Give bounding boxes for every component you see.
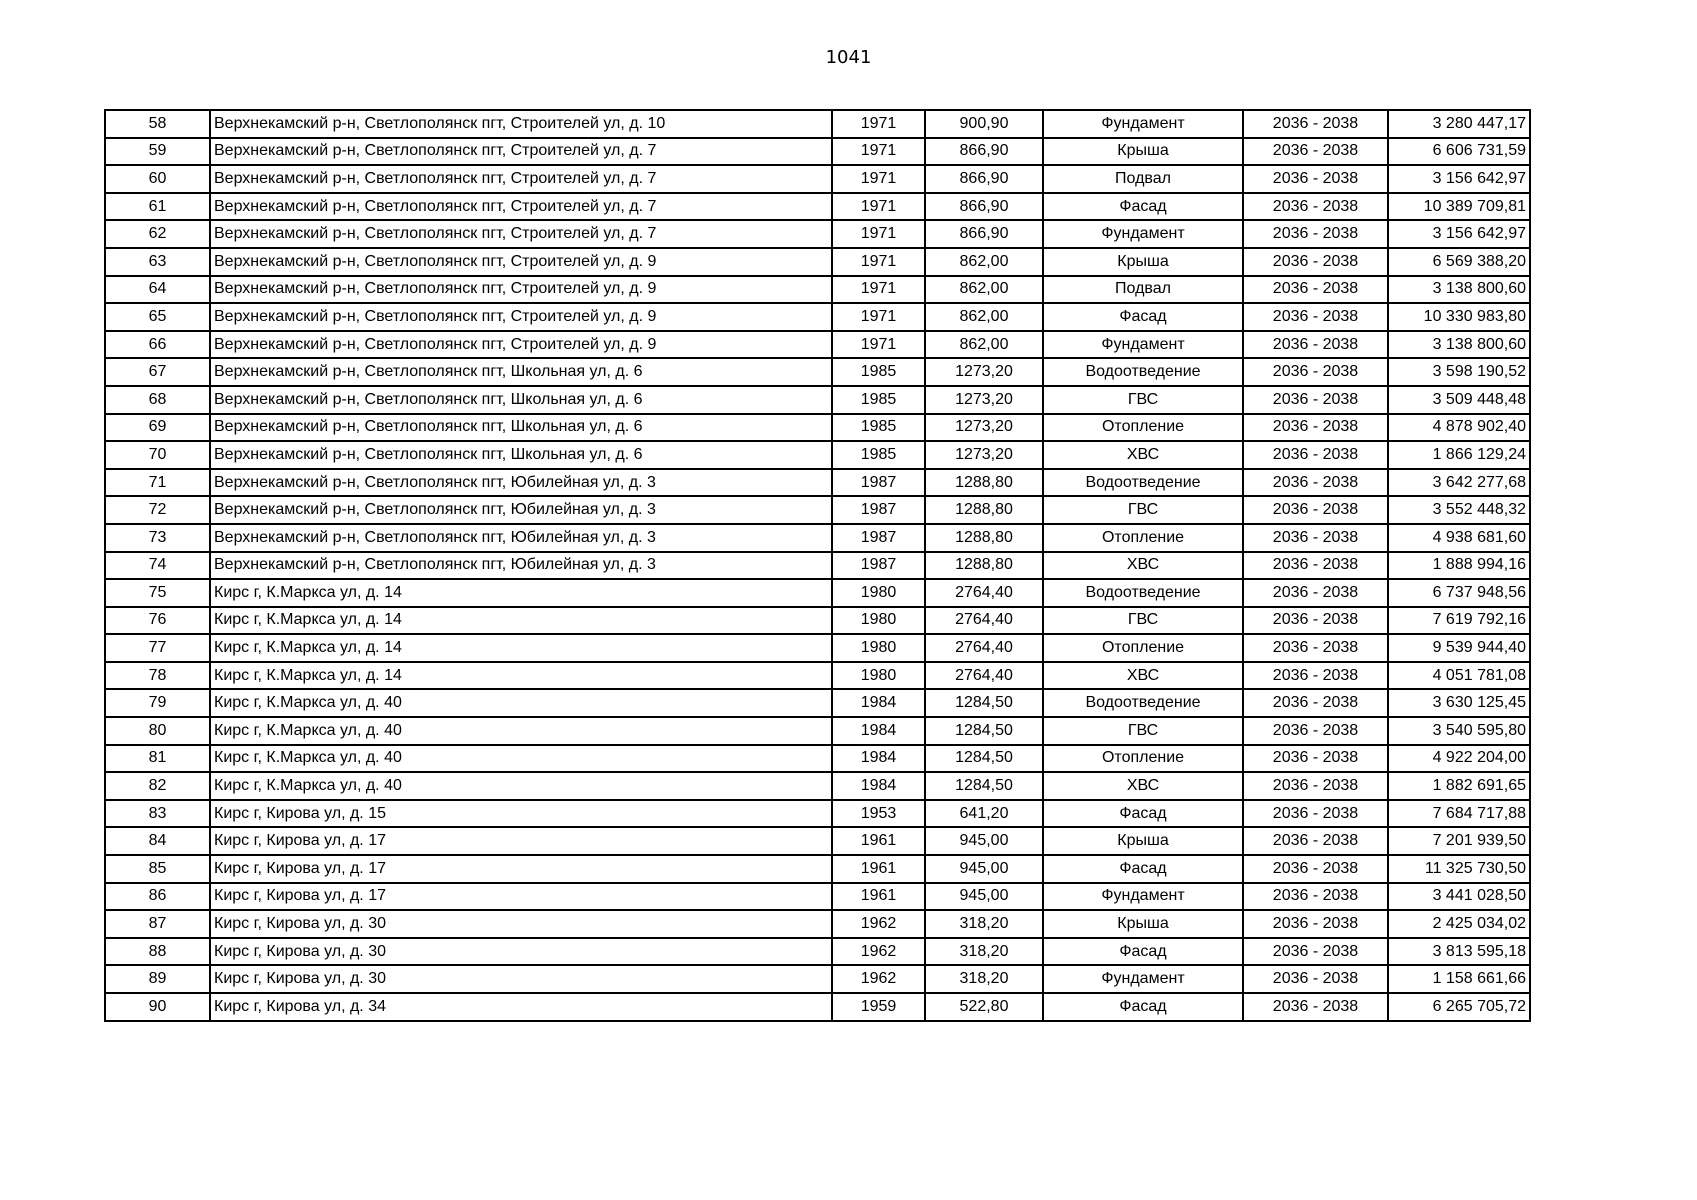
year-built-cell: 1953 [832,800,925,828]
work-type-cell: Фундамент [1043,110,1243,138]
area-cell: 862,00 [925,248,1043,276]
cost-cell: 7 201 939,50 [1388,827,1530,855]
area-cell: 1273,20 [925,386,1043,414]
year-built-cell: 1984 [832,772,925,800]
year-built-cell: 1971 [832,331,925,359]
year-built-cell: 1985 [832,414,925,442]
table-row [105,634,1530,662]
table-row [105,662,1530,690]
work-type-cell: Фасад [1043,938,1243,966]
area-cell: 522,80 [925,993,1043,1021]
table-row [105,800,1530,828]
cost-cell: 4 051 781,08 [1388,662,1530,690]
area-cell: 1288,80 [925,524,1043,552]
table-row [105,248,1530,276]
area-cell: 1273,20 [925,414,1043,442]
work-type-cell: Водоотведение [1043,469,1243,497]
work-type-cell: Крыша [1043,138,1243,166]
table-row [105,883,1530,911]
address-cell: Верхнекамский р-н, Светлополянск пгт, Юбилейная ул, д. 3 [210,524,832,552]
address-cell: Верхнекамский р-н, Светлополянск пгт, Строителей ул, д. 7 [210,193,832,221]
year-built-cell: 1959 [832,993,925,1021]
table-row [105,414,1530,442]
year-built-cell: 1987 [832,524,925,552]
table-row [105,276,1530,304]
area-cell: 2764,40 [925,579,1043,607]
year-built-cell: 1971 [832,193,925,221]
row-number-cell: 72 [105,496,210,524]
period-cell: 2036 - 2038 [1243,138,1388,166]
table-row [105,193,1530,221]
address-cell: Верхнекамский р-н, Светлополянск пгт, Строителей ул, д. 9 [210,276,832,304]
period-cell: 2036 - 2038 [1243,717,1388,745]
row-number-cell: 79 [105,689,210,717]
area-cell: 945,00 [925,827,1043,855]
year-built-cell: 1985 [832,386,925,414]
period-cell: 2036 - 2038 [1243,634,1388,662]
table-row [105,965,1530,993]
year-built-cell: 1961 [832,827,925,855]
row-number-cell: 78 [105,662,210,690]
area-cell: 1288,80 [925,469,1043,497]
area-cell: 900,90 [925,110,1043,138]
area-cell: 945,00 [925,883,1043,911]
page-number: 1041 [825,47,872,68]
address-cell: Верхнекамский р-н, Светлополянск пгт, Строителей ул, д. 7 [210,220,832,248]
row-number-cell: 64 [105,276,210,304]
row-number-cell: 74 [105,552,210,580]
area-cell: 318,20 [925,965,1043,993]
area-cell: 318,20 [925,938,1043,966]
work-type-cell: Крыша [1043,910,1243,938]
address-cell: Кирс г, К.Маркса ул, д. 40 [210,689,832,717]
area-cell: 866,90 [925,165,1043,193]
row-number-cell: 83 [105,800,210,828]
work-type-cell: Крыша [1043,248,1243,276]
address-cell: Кирс г, Кирова ул, д. 17 [210,855,832,883]
work-type-cell: Фундамент [1043,220,1243,248]
work-type-cell: ХВС [1043,441,1243,469]
cost-cell: 6 265 705,72 [1388,993,1530,1021]
work-type-cell: Водоотведение [1043,689,1243,717]
period-cell: 2036 - 2038 [1243,441,1388,469]
work-type-cell: ГВС [1043,717,1243,745]
area-cell: 866,90 [925,138,1043,166]
year-built-cell: 1971 [832,303,925,331]
year-built-cell: 1971 [832,220,925,248]
address-cell: Кирс г, Кирова ул, д. 17 [210,827,832,855]
period-cell: 2036 - 2038 [1243,193,1388,221]
cost-cell: 6 606 731,59 [1388,138,1530,166]
row-number-cell: 76 [105,607,210,635]
table-row [105,386,1530,414]
work-type-cell: Фасад [1043,800,1243,828]
work-type-cell: Водоотведение [1043,358,1243,386]
table-row [105,827,1530,855]
address-cell: Верхнекамский р-н, Светлополянск пгт, Строителей ул, д. 7 [210,165,832,193]
work-type-cell: Подвал [1043,165,1243,193]
row-number-cell: 86 [105,883,210,911]
cost-cell: 3 630 125,45 [1388,689,1530,717]
work-type-cell: ГВС [1043,607,1243,635]
period-cell: 2036 - 2038 [1243,993,1388,1021]
row-number-cell: 65 [105,303,210,331]
cost-cell: 4 938 681,60 [1388,524,1530,552]
cost-cell: 6 569 388,20 [1388,248,1530,276]
table-row [105,607,1530,635]
table-row [105,993,1530,1021]
cost-cell: 1 888 994,16 [1388,552,1530,580]
period-cell: 2036 - 2038 [1243,883,1388,911]
year-built-cell: 1980 [832,634,925,662]
work-type-cell: Фасад [1043,855,1243,883]
address-cell: Кирс г, Кирова ул, д. 30 [210,938,832,966]
area-cell: 2764,40 [925,607,1043,635]
work-type-cell: Крыша [1043,827,1243,855]
work-type-cell: ГВС [1043,386,1243,414]
period-cell: 2036 - 2038 [1243,469,1388,497]
area-cell: 1273,20 [925,358,1043,386]
period-cell: 2036 - 2038 [1243,358,1388,386]
year-built-cell: 1961 [832,883,925,911]
table-row [105,303,1530,331]
cost-cell: 3 509 448,48 [1388,386,1530,414]
row-number-cell: 66 [105,331,210,359]
row-number-cell: 69 [105,414,210,442]
address-cell: Кирс г, К.Маркса ул, д. 14 [210,579,832,607]
address-cell: Верхнекамский р-н, Светлополянск пгт, Строителей ул, д. 9 [210,331,832,359]
area-cell: 1284,50 [925,745,1043,773]
row-number-cell: 58 [105,110,210,138]
address-cell: Верхнекамский р-н, Светлополянск пгт, Школьная ул, д. 6 [210,441,832,469]
address-cell: Верхнекамский р-н, Светлополянск пгт, Юбилейная ул, д. 3 [210,496,832,524]
work-type-cell: Фундамент [1043,883,1243,911]
year-built-cell: 1987 [832,552,925,580]
year-built-cell: 1971 [832,138,925,166]
cost-cell: 3 813 595,18 [1388,938,1530,966]
table-row [105,772,1530,800]
address-cell: Кирс г, Кирова ул, д. 15 [210,800,832,828]
area-cell: 2764,40 [925,634,1043,662]
cost-cell: 7 619 792,16 [1388,607,1530,635]
row-number-cell: 67 [105,358,210,386]
address-cell: Верхнекамский р-н, Светлополянск пгт, Школьная ул, д. 6 [210,358,832,386]
year-built-cell: 1985 [832,441,925,469]
table-row [105,689,1530,717]
cost-cell: 3 552 448,32 [1388,496,1530,524]
row-number-cell: 61 [105,193,210,221]
area-cell: 1288,80 [925,496,1043,524]
area-cell: 318,20 [925,910,1043,938]
table-row [105,524,1530,552]
work-type-cell: Отопление [1043,524,1243,552]
address-cell: Кирс г, К.Маркса ул, д. 40 [210,717,832,745]
row-number-cell: 59 [105,138,210,166]
year-built-cell: 1980 [832,607,925,635]
table-row [105,165,1530,193]
address-cell: Верхнекамский р-н, Светлополянск пгт, Строителей ул, д. 9 [210,248,832,276]
address-cell: Кирс г, К.Маркса ул, д. 14 [210,634,832,662]
table-row [105,496,1530,524]
period-cell: 2036 - 2038 [1243,496,1388,524]
table-body [105,110,1530,1021]
area-cell: 862,00 [925,331,1043,359]
address-cell: Верхнекамский р-н, Светлополянск пгт, Школьная ул, д. 6 [210,386,832,414]
row-number-cell: 88 [105,938,210,966]
period-cell: 2036 - 2038 [1243,745,1388,773]
table-row [105,579,1530,607]
table-row [105,717,1530,745]
area-cell: 1288,80 [925,552,1043,580]
work-type-cell: Отопление [1043,634,1243,662]
cost-cell: 1 158 661,66 [1388,965,1530,993]
cost-cell: 6 737 948,56 [1388,579,1530,607]
work-type-cell: Фундамент [1043,965,1243,993]
cost-cell: 10 330 983,80 [1388,303,1530,331]
cost-cell: 9 539 944,40 [1388,634,1530,662]
work-type-cell: Отопление [1043,745,1243,773]
table-row [105,745,1530,773]
cost-cell: 3 280 447,17 [1388,110,1530,138]
area-cell: 866,90 [925,193,1043,221]
period-cell: 2036 - 2038 [1243,276,1388,304]
address-cell: Верхнекамский р-н, Светлополянск пгт, Юбилейная ул, д. 3 [210,552,832,580]
year-built-cell: 1980 [832,579,925,607]
row-number-cell: 70 [105,441,210,469]
table-row [105,552,1530,580]
period-cell: 2036 - 2038 [1243,800,1388,828]
year-built-cell: 1962 [832,938,925,966]
year-built-cell: 1971 [832,248,925,276]
period-cell: 2036 - 2038 [1243,414,1388,442]
cost-cell: 7 684 717,88 [1388,800,1530,828]
area-cell: 1284,50 [925,689,1043,717]
work-type-cell: Фасад [1043,993,1243,1021]
address-cell: Верхнекамский р-н, Светлополянск пгт, Школьная ул, д. 6 [210,414,832,442]
work-type-cell: Фундамент [1043,331,1243,359]
period-cell: 2036 - 2038 [1243,303,1388,331]
address-cell: Кирс г, К.Маркса ул, д. 40 [210,745,832,773]
period-cell: 2036 - 2038 [1243,662,1388,690]
period-cell: 2036 - 2038 [1243,827,1388,855]
work-type-cell: ХВС [1043,772,1243,800]
period-cell: 2036 - 2038 [1243,855,1388,883]
cost-cell: 3 642 277,68 [1388,469,1530,497]
row-number-cell: 68 [105,386,210,414]
work-type-cell: ХВС [1043,662,1243,690]
table-row [105,138,1530,166]
address-cell: Верхнекамский р-н, Светлополянск пгт, Строителей ул, д. 7 [210,138,832,166]
row-number-cell: 84 [105,827,210,855]
cost-cell: 3 441 028,50 [1388,883,1530,911]
table-row [105,441,1530,469]
year-built-cell: 1962 [832,910,925,938]
period-cell: 2036 - 2038 [1243,524,1388,552]
period-cell: 2036 - 2038 [1243,607,1388,635]
row-number-cell: 85 [105,855,210,883]
year-built-cell: 1984 [832,689,925,717]
table-row [105,358,1530,386]
year-built-cell: 1980 [832,662,925,690]
cost-cell: 1 866 129,24 [1388,441,1530,469]
table-row [105,910,1530,938]
address-cell: Кирс г, Кирова ул, д. 17 [210,883,832,911]
year-built-cell: 1971 [832,110,925,138]
address-cell: Верхнекамский р-н, Светлополянск пгт, Юбилейная ул, д. 3 [210,469,832,497]
work-type-cell: Подвал [1043,276,1243,304]
cost-cell: 3 156 642,97 [1388,165,1530,193]
row-number-cell: 75 [105,579,210,607]
area-cell: 945,00 [925,855,1043,883]
period-cell: 2036 - 2038 [1243,386,1388,414]
cost-cell: 3 540 595,80 [1388,717,1530,745]
period-cell: 2036 - 2038 [1243,579,1388,607]
cost-cell: 3 156 642,97 [1388,220,1530,248]
repair-schedule-table [104,109,1531,1022]
table-row [105,220,1530,248]
area-cell: 1284,50 [925,717,1043,745]
period-cell: 2036 - 2038 [1243,331,1388,359]
area-cell: 866,90 [925,220,1043,248]
period-cell: 2036 - 2038 [1243,248,1388,276]
period-cell: 2036 - 2038 [1243,938,1388,966]
row-number-cell: 87 [105,910,210,938]
table-row [105,331,1530,359]
address-cell: Кирс г, К.Маркса ул, д. 14 [210,662,832,690]
work-type-cell: Отопление [1043,414,1243,442]
area-cell: 641,20 [925,800,1043,828]
cost-cell: 11 325 730,50 [1388,855,1530,883]
row-number-cell: 90 [105,993,210,1021]
row-number-cell: 82 [105,772,210,800]
period-cell: 2036 - 2038 [1243,689,1388,717]
year-built-cell: 1987 [832,469,925,497]
year-built-cell: 1971 [832,276,925,304]
year-built-cell: 1987 [832,496,925,524]
cost-cell: 10 389 709,81 [1388,193,1530,221]
year-built-cell: 1971 [832,165,925,193]
row-number-cell: 73 [105,524,210,552]
work-type-cell: Фасад [1043,303,1243,331]
table-row [105,469,1530,497]
period-cell: 2036 - 2038 [1243,552,1388,580]
address-cell: Кирс г, К.Маркса ул, д. 40 [210,772,832,800]
period-cell: 2036 - 2038 [1243,220,1388,248]
year-built-cell: 1962 [832,965,925,993]
address-cell: Кирс г, Кирова ул, д. 30 [210,910,832,938]
row-number-cell: 63 [105,248,210,276]
address-cell: Кирс г, Кирова ул, д. 34 [210,993,832,1021]
year-built-cell: 1984 [832,717,925,745]
period-cell: 2036 - 2038 [1243,910,1388,938]
address-cell: Верхнекамский р-н, Светлополянск пгт, Строителей ул, д. 10 [210,110,832,138]
cost-cell: 3 138 800,60 [1388,331,1530,359]
period-cell: 2036 - 2038 [1243,965,1388,993]
period-cell: 2036 - 2038 [1243,165,1388,193]
cost-cell: 3 138 800,60 [1388,276,1530,304]
table-row [105,110,1530,138]
row-number-cell: 77 [105,634,210,662]
work-type-cell: ХВС [1043,552,1243,580]
row-number-cell: 60 [105,165,210,193]
period-cell: 2036 - 2038 [1243,110,1388,138]
address-cell: Кирс г, Кирова ул, д. 30 [210,965,832,993]
row-number-cell: 62 [105,220,210,248]
cost-cell: 1 882 691,65 [1388,772,1530,800]
row-number-cell: 81 [105,745,210,773]
table-row [105,855,1530,883]
row-number-cell: 89 [105,965,210,993]
cost-cell: 3 598 190,52 [1388,358,1530,386]
area-cell: 2764,40 [925,662,1043,690]
work-type-cell: ГВС [1043,496,1243,524]
address-cell: Верхнекамский р-н, Светлополянск пгт, Строителей ул, д. 9 [210,303,832,331]
area-cell: 862,00 [925,303,1043,331]
work-type-cell: Фасад [1043,193,1243,221]
work-type-cell: Водоотведение [1043,579,1243,607]
row-number-cell: 80 [105,717,210,745]
cost-cell: 2 425 034,02 [1388,910,1530,938]
row-number-cell: 71 [105,469,210,497]
period-cell: 2036 - 2038 [1243,772,1388,800]
year-built-cell: 1984 [832,745,925,773]
area-cell: 862,00 [925,276,1043,304]
table-row [105,938,1530,966]
year-built-cell: 1961 [832,855,925,883]
area-cell: 1284,50 [925,772,1043,800]
area-cell: 1273,20 [925,441,1043,469]
year-built-cell: 1985 [832,358,925,386]
address-cell: Кирс г, К.Маркса ул, д. 14 [210,607,832,635]
cost-cell: 4 878 902,40 [1388,414,1530,442]
cost-cell: 4 922 204,00 [1388,745,1530,773]
